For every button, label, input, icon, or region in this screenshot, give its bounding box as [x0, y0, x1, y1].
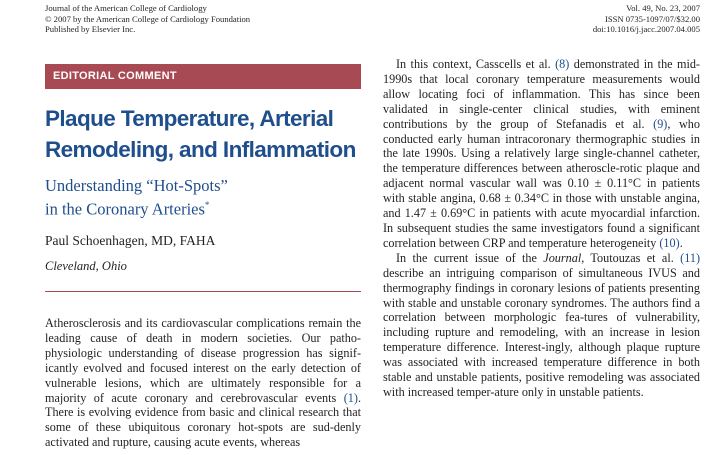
text-run: . There is evolving evidence from basic and clinical research that some of these ubiquitous coronary hot-spots are sud-denly activated and rupture, causing acute events, whereas: [45, 390, 361, 450]
journal-name: Journal of the American College of Cardiology: [45, 3, 207, 13]
subtitle-line-2: in the Coronary Arteries: [45, 199, 205, 218]
reference-link[interactable]: (10): [659, 235, 680, 250]
text-run: , Toutouzas et al.: [581, 250, 681, 265]
doi-line: doi:10.1016/j.jacc.2007.04.005: [592, 24, 700, 35]
reference-link[interactable]: (1): [343, 390, 358, 405]
text-run: In the current issue of the: [396, 250, 544, 265]
banner-rule: [45, 88, 361, 89]
volume-line: Vol. 49, No. 23, 2007: [626, 3, 700, 13]
article-subtitle: [45, 176, 361, 219]
text-run: demonstrated in the mid-1990s that local coronary temperature measurements would allow locating foci of inflammation. This has since been validated in single-center clinical studies, with eminent contributions by the group of Stefanadis et al.: [383, 57, 700, 131]
text-run: .: [679, 235, 683, 250]
text-run: , who conducted early human intracoronary thermographic studies in the late 1990s. Using a relatively large single-channel catheter, the temperature differences between atheroscle-rotic plaque and adjacent normal vascular wall was 0.10 ± 0.11°C in patients with stable angina, 0.68 ± 0.34°C in those with unstable angina, and 1.47 ± 0.69°C in patients with acute myocardial infarction. In subsequent studies the same investigators found a significant correlation between CRP and temperature heterogeneity: [383, 116, 700, 250]
footnote-mark[interactable]: *: [204, 199, 210, 210]
text-run: describe an intriguing comparison of simultaneous IVUS and thermography findings in coronary lesions of patients presenting with stable and unstable coronary syndromes. The authors find a correlation between morphologic fea-tures of vulnerability, including rupture and remodeling, with an increase in lesion temperature difference. Interest-ingly, although plaque rupture was associated with increased temperature difference in both stable and unstable patients, positive remodeling was associated with increased temper-ature only in unstable patients.: [383, 265, 700, 399]
reference-link[interactable]: (11): [680, 250, 701, 265]
section-banner: EDITORIAL COMMENT: [45, 64, 361, 88]
issn-line: ISSN 0735-1097/07/$32.00: [604, 13, 700, 24]
reference-link[interactable]: (8): [555, 57, 570, 71]
right-paragraph-2: [383, 251, 700, 400]
right-paragraph-1: [383, 57, 700, 251]
author-name: Paul Schoenhagen, MD, FAHA: [45, 233, 216, 248]
author-affiliation: Cleveland, Ohio: [45, 259, 127, 273]
text-run: In this context, Casscells et al.: [396, 57, 556, 71]
right-column-body: [383, 57, 700, 400]
subtitle-line-1: Understanding “Hot-Spots”: [45, 176, 228, 195]
journal-italic: Journal: [543, 250, 582, 265]
reference-link[interactable]: (9): [653, 116, 668, 131]
text-run: Atherosclerosis and its cardiovascular complications remain the leading cause of death in modern societies. Our patho-physiologic understanding of disease progression has signif-icantly evolved and focused interest on the early detection of vulnerable lesions, which are ultimately responsible for a majority of acute coronary and cerebrovascular events: [45, 316, 361, 405]
article-title: Plaque Temperature, Arterial Remodeling, and Inflammation: [45, 106, 356, 162]
author-rule: [45, 291, 361, 292]
publisher-line: Published by Elsevier Inc.: [45, 24, 136, 35]
journal-header-right: [540, 3, 700, 35]
left-column-body: [45, 316, 361, 450]
journal-header-left: [45, 3, 250, 35]
left-paragraph-1: [45, 316, 361, 450]
copyright-line: © 2007 by the American College of Cardiology Foundation: [45, 13, 251, 24]
